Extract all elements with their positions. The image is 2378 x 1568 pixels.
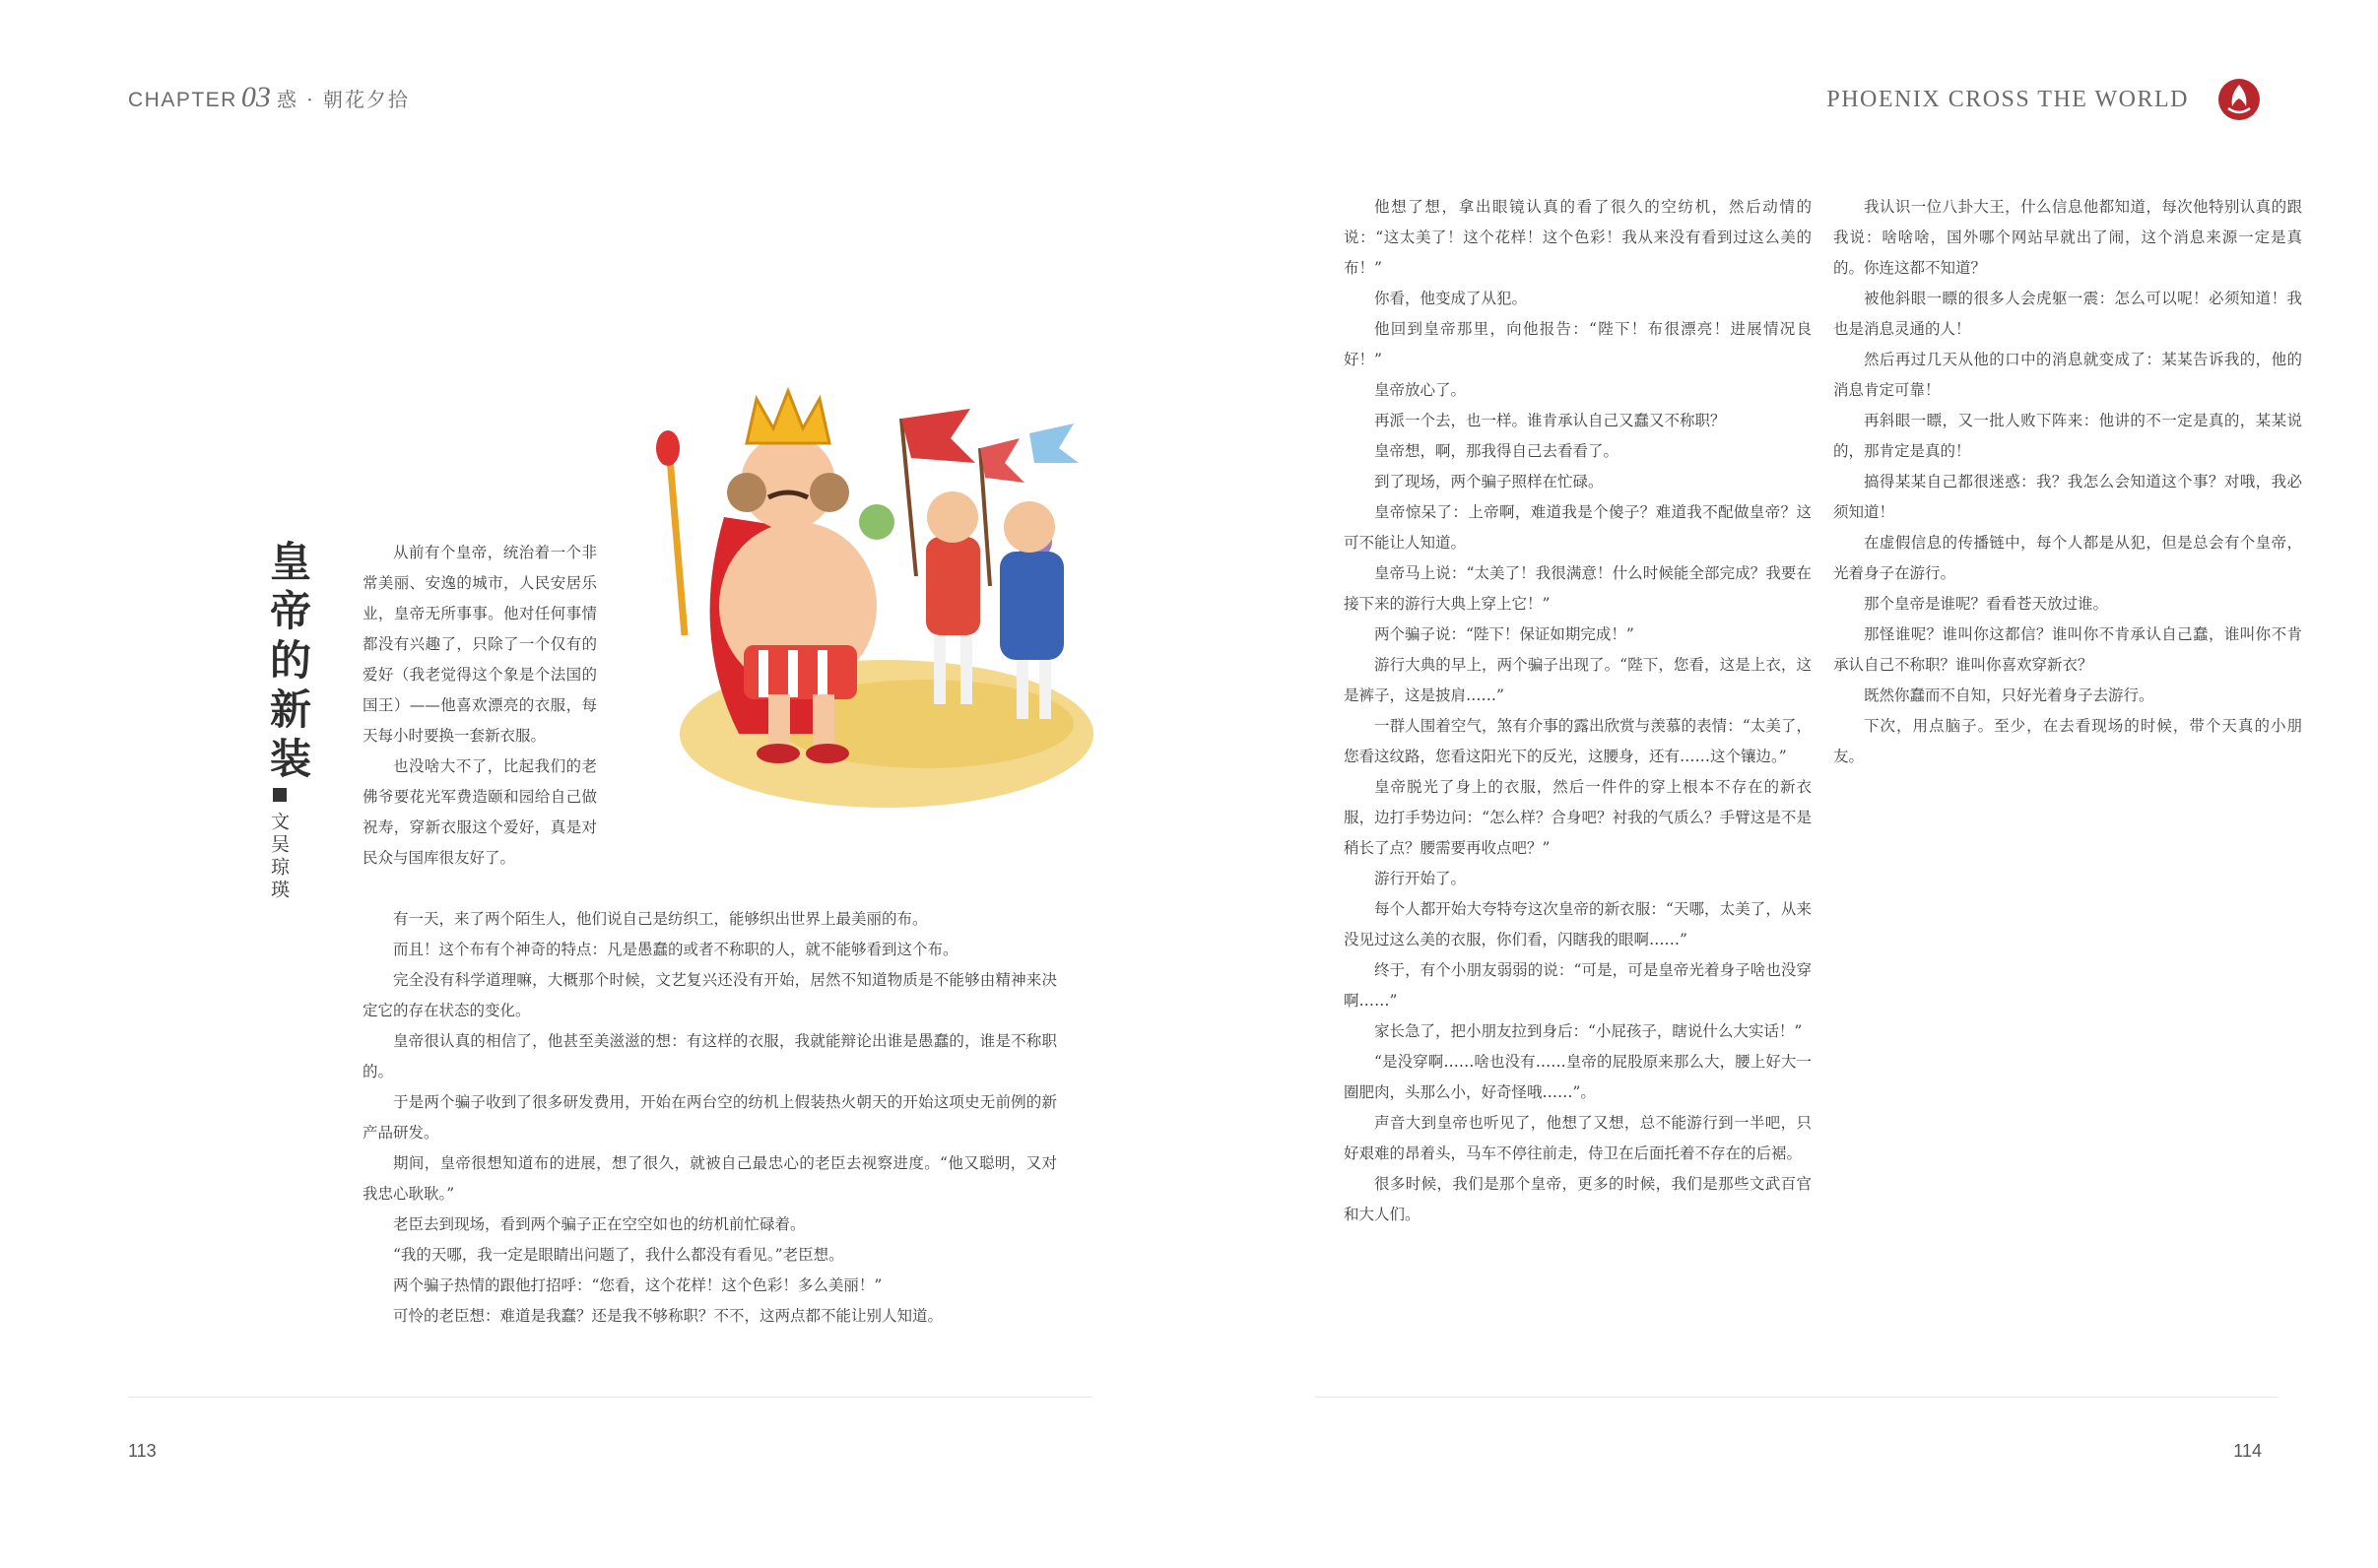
crown-icon [747,391,829,443]
article-body-right-col1 [1344,192,1812,1230]
paragraph: 家长急了，把小朋友拉到身后：“小屁孩子，瞎说什么大实话！” [1374,1022,1803,1040]
paragraph: “我的天哪，我一定是眼睛出问题了，我什么都没有看见。”老臣想。 [393,1246,844,1264]
paragraph: 期间，皇帝很想知道布的进展，想了很久，就被自己最忠心的老臣去视察进度。“他又聪明，又对我忠心耿耿。” [363,1154,1057,1203]
author-square-marker [273,788,287,802]
scepter-rod [670,458,685,635]
paragraph: “是没穿啊……啥也没有……皇帝的屁股原来那么大，腰上好大一圈肥肉，头那么小，好奇怪哦……”。 [1344,1053,1812,1101]
shorts-stripe-2 [788,650,798,697]
emperor-leg [768,694,790,749]
chapter-label: CHAPTER [128,89,237,111]
paragraph: 既然你蠢而不自知，只好光着身子去游行。 [1864,686,2154,704]
paragraph: 游行开始了。 [1374,870,1467,887]
paragraph: 于是两个骗子收到了很多研发费用，开始在两台空的纺机上假装热火朝天的开始这项史无前例的新产品研发。 [363,1093,1057,1142]
red-flag [901,409,975,463]
shorts-stripe-3 [818,650,827,697]
paragraph: 而且！这个布有个神奇的特点：凡是愚蠢的或者不称职的人，就不能够看到这个布。 [393,941,958,958]
paragraph: 老臣去到现场，看到两个骗子正在空空如也的纺机前忙碌着。 [393,1215,806,1233]
paragraph: 游行大典的早上，两个骗子出现了。“陛下，您看，这是上衣，这是裤子，这是披肩……” [1344,656,1812,704]
paragraph: 两个骗子热情的跟他打招呼：“您看，这个花样！这个色彩！多么美丽！” [393,1276,883,1294]
footer-divider [1315,1397,2279,1398]
paragraph: 到了现场，两个骗子照样在忙碌。 [1374,473,1604,490]
paragraph: 完全没有科学道理嘛，大概那个时候，文艺复兴还没有开始，居然不知道物质是不能够由精神来决定它的存在状态的变化。 [363,971,1057,1019]
article-title: 皇帝的新装 [264,540,312,786]
emperor-hair [727,473,766,512]
shorts-stripe [759,650,768,697]
emperor-shoe-2 [806,744,849,763]
courtier-blue-leg [1017,660,1028,719]
courtier-red-face [927,491,978,543]
footer-divider [128,1397,1091,1398]
brand-name: PHOENIX CROSS THE WORLD [1826,86,2189,112]
courtier-red-leg [934,635,946,704]
page-number-left: 113 [128,1441,157,1461]
paragraph: 两个骗子说：“陛下！保证如期完成！” [1374,625,1634,643]
paragraph: 再斜眼一瞟，又一批人败下阵来：他讲的不一定是真的，某某说的，那肯定是真的！ [1833,412,2302,460]
paragraph: 在虚假信息的传播链中，每个人都是从犯，但是总会有个皇帝，光着身子在游行。 [1833,534,2302,582]
paragraph: 我认识一位八卦大王，什么信息他都知道，每次他特别认真的跟我说：啥啥啥，国外哪个网站早就出了闹，这个消息来源一定是真的。你连这都不知道？ [1833,198,2302,277]
scepter-top [656,430,680,466]
paragraph: 有一天，来了两个陌生人，他们说自己是纺织工，能够织出世界上最美丽的布。 [393,910,928,928]
page-number-right: 114 [2233,1441,2262,1461]
paragraph: 被他斜眼一瞟的很多人会虎躯一震：怎么可以呢！必须知道！我也是消息灵通的人！ [1833,290,2302,338]
paragraph: 他回到皇帝那里，向他报告：“陛下！布很漂亮！进展情况良好！” [1344,320,1812,368]
paragraph: 也没啥大不了，比起我们的老佛爷要花光军费造颐和园给自己做祝寿，穿新衣服这个爱好，真是对民众与国库很友好了。 [363,757,597,867]
paragraph: 皇帝马上说：“太美了！我很满意！什么时候能全部完成？我要在接下来的游行大典上穿上它！” [1344,564,1812,613]
paragraph: 声音大到皇帝也听见了，他想了又想，总不能游行到一半吧，只好艰难的昂着头，马车不停往前走，侍卫在后面托着不存在的后裾。 [1344,1114,1812,1162]
chapter-number: 03 [240,81,271,113]
article-body-left [363,904,1057,1332]
paragraph: 每个人都开始大夸特夸这次皇帝的新衣服：“天哪，太美了，从来没见过这么美的衣服，你们看，闪瞎我的眼啊……” [1344,900,1812,948]
paragraph: 皇帝惊呆了：上帝啊，难道我是个傻子？难道我不配做皇帝？这可不能让人知道。 [1344,503,1812,552]
paragraph: 从前有个皇帝，统治着一个非常美丽、安逸的城市，人民安居乐业，皇帝无所事事。他对任何事情都没有兴趣了，只除了一个仅有的爱好（我老觉得这个象是个法国的国王）——他喜欢漂亮的衣服，每天每小时要换一套新衣服。 [363,544,597,745]
paragraph: 搞得某某自己都很迷惑：我？我怎么会知道这个事？对哦，我必须知道！ [1833,473,2302,521]
phoenix-logo-icon [2216,77,2262,122]
paragraph: 再派一个去，也一样。谁肯承认自己又蠢又不称职？ [1374,412,1726,429]
paragraph: 终于，有个小朋友弱弱的说：“可是，可是皇帝光着身子啥也没穿啊……” [1344,961,1812,1010]
blue-flag [1029,424,1079,463]
paragraph: 皇帝很认真的相信了，他甚至美滋滋的想：有这样的衣服，我就能辩论出谁是愚蠢的，谁是不称职的。 [363,1032,1057,1080]
paragraph: 皇帝放心了。 [1374,381,1467,399]
emperor-hair-2 [810,473,849,512]
article-body-right-col2 [1833,192,2302,772]
chapter-header [128,81,410,114]
article-intro-column [363,538,597,874]
paragraph: 然后再过几天从他的口中的消息就变成了：某某告诉我的，他的消息肯定可靠！ [1833,351,2302,399]
courtier-green [859,504,894,540]
paragraph: 一群人围着空气，煞有介事的露出欣赏与羡慕的表情：“太美了，您看这纹路，您看这阳光下的反光，这腰身，还有……这个镶边。” [1344,717,1812,765]
chapter-title: 惑 · 朝花夕拾 [276,88,410,111]
courtier-blue-leg-2 [1039,660,1051,719]
emperor-leg-2 [813,694,834,749]
courtier-red-body [926,537,980,635]
paragraph: 那怪谁呢？谁叫你这都信？谁叫你不肯承认自己蠢，谁叫你不肯承认自己不称职？谁叫你喜欢穿新衣？ [1833,625,2302,674]
paragraph: 你看，他变成了从犯。 [1374,290,1528,307]
emperor-shoe [757,744,800,763]
author-name: 文吴琼瑛 [268,812,290,902]
paragraph: 他想了想，拿出眼镜认真的看了很久的空纺机，然后动情的说：“这太美了！这个花样！这个色彩！我从来没有看到过这么美的布！” [1344,198,1812,277]
red-flag-2 [980,438,1024,483]
paragraph: 皇帝脱光了身上的衣服，然后一件件的穿上根本不存在的新衣服，边打手势边问：“怎么样？合身吧？衬我的气质么？手臂这是不是稍长了点？腰需要再收点吧？” [1344,778,1812,857]
courtier-blue-face [1004,501,1055,553]
brand-header [1826,77,2262,122]
right-page [1189,0,2378,1568]
author-block [266,788,293,902]
paragraph: 下次，用点脑子。至少，在去看现场的时候，带个天真的小朋友。 [1833,717,2302,765]
paragraph: 可怜的老臣想：难道是我蠢？还是我不够称职？不不，这两点都不能让别人知道。 [393,1307,944,1325]
paragraph: 很多时候，我们是那个皇帝，更多的时候，我们是那些文武百官和大人们。 [1344,1175,1812,1223]
paragraph: 皇帝想，啊，那我得自己去看看了。 [1374,442,1619,460]
courtier-blue-body [1000,552,1064,660]
courtier-red-leg-2 [960,635,972,704]
paragraph: 那个皇帝是谁呢？看看苍天放过谁。 [1864,595,2109,613]
emperor-illustration [630,379,1103,822]
